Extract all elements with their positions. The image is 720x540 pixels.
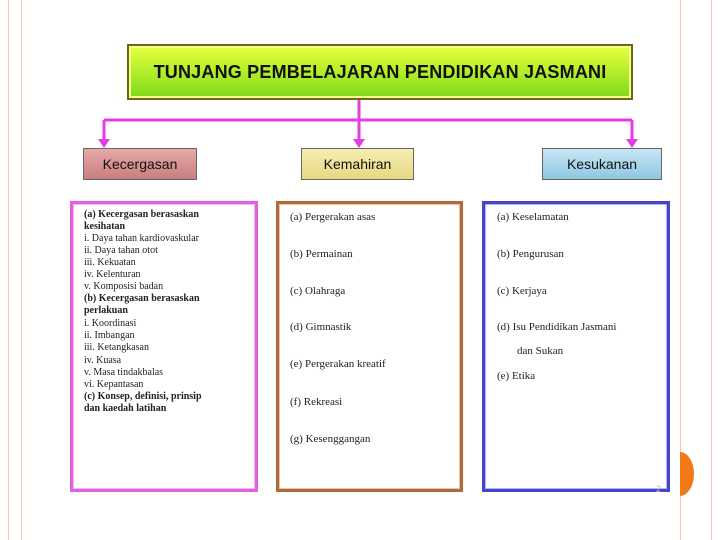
col1-item: v. Komposisi badan bbox=[84, 281, 164, 292]
col3-item: (d) Isu Pendidikan Jasmani bbox=[497, 321, 617, 333]
col3-item: (e) Etika bbox=[497, 370, 536, 382]
col1-heading-c-line2: dan kaedah latihan bbox=[84, 403, 167, 414]
orange-tab-decoration bbox=[680, 452, 694, 496]
column-kemahiran bbox=[276, 201, 463, 492]
col1-item: i. Daya tahan kardiovaskular bbox=[84, 233, 199, 244]
col1-item: iii. Kekuatan bbox=[84, 257, 136, 268]
col1-item: ii. Imbangan bbox=[84, 330, 135, 341]
col1-item: vi. Kepantasan bbox=[84, 379, 144, 390]
col1-item: iv. Kelenturan bbox=[84, 269, 141, 280]
col1-item: v. Masa tindakbalas bbox=[84, 367, 164, 378]
header-kecergasan: Kecergasan bbox=[83, 148, 197, 180]
column-kesukanan bbox=[482, 201, 670, 492]
col2-item: (a) Pergerakan asas bbox=[290, 211, 376, 223]
col1-item: i. Koordinasi bbox=[84, 318, 137, 329]
arrowhead-1 bbox=[98, 139, 110, 148]
col2-item: (f) Rekreasi bbox=[290, 396, 343, 408]
col2-item: (d) Gimnastik bbox=[290, 321, 352, 333]
col1-item: iii. Ketangkasan bbox=[84, 342, 149, 353]
col1-item: iv. Kuasa bbox=[84, 355, 122, 366]
col2-item: (c) Olahraga bbox=[290, 285, 346, 297]
col3-item: (a) Keselamatan bbox=[497, 211, 569, 223]
arrowhead-2 bbox=[353, 139, 365, 148]
col1-heading-a-line1: (a) Kecergasan berasaskan bbox=[84, 209, 199, 220]
col1-heading-b-line1: (b) Kecergasan berasaskan bbox=[84, 293, 200, 304]
col3-item-continuation: dan Sukan bbox=[517, 345, 564, 357]
col2-item: (e) Pergerakan kreatif bbox=[290, 358, 386, 370]
col1-item: ii. Daya tahan otot bbox=[84, 245, 158, 256]
title-box bbox=[127, 44, 633, 100]
header-kemahiran: Kemahiran bbox=[301, 148, 414, 180]
col1-heading-b-line2: perlakuan bbox=[84, 305, 128, 316]
diagram-title: TUNJANG PEMBELAJARAN PENDIDIKAN JASMANI bbox=[153, 61, 607, 82]
col3-item: (c) Kerjaya bbox=[497, 285, 547, 297]
col3-item: (b) Pengurusan bbox=[497, 248, 564, 260]
header-kesukanan: Kesukanan bbox=[542, 148, 662, 180]
col2-item: (g) Kesenggangan bbox=[290, 433, 371, 445]
arrowhead-3 bbox=[626, 139, 638, 148]
col1-heading-c-line1: (c) Konsep, definisi, prinsip bbox=[84, 391, 202, 402]
page-number: 2 bbox=[656, 484, 662, 494]
col2-item: (b) Permainan bbox=[290, 248, 353, 260]
col1-heading-a-line2: kesihatan bbox=[84, 221, 126, 232]
